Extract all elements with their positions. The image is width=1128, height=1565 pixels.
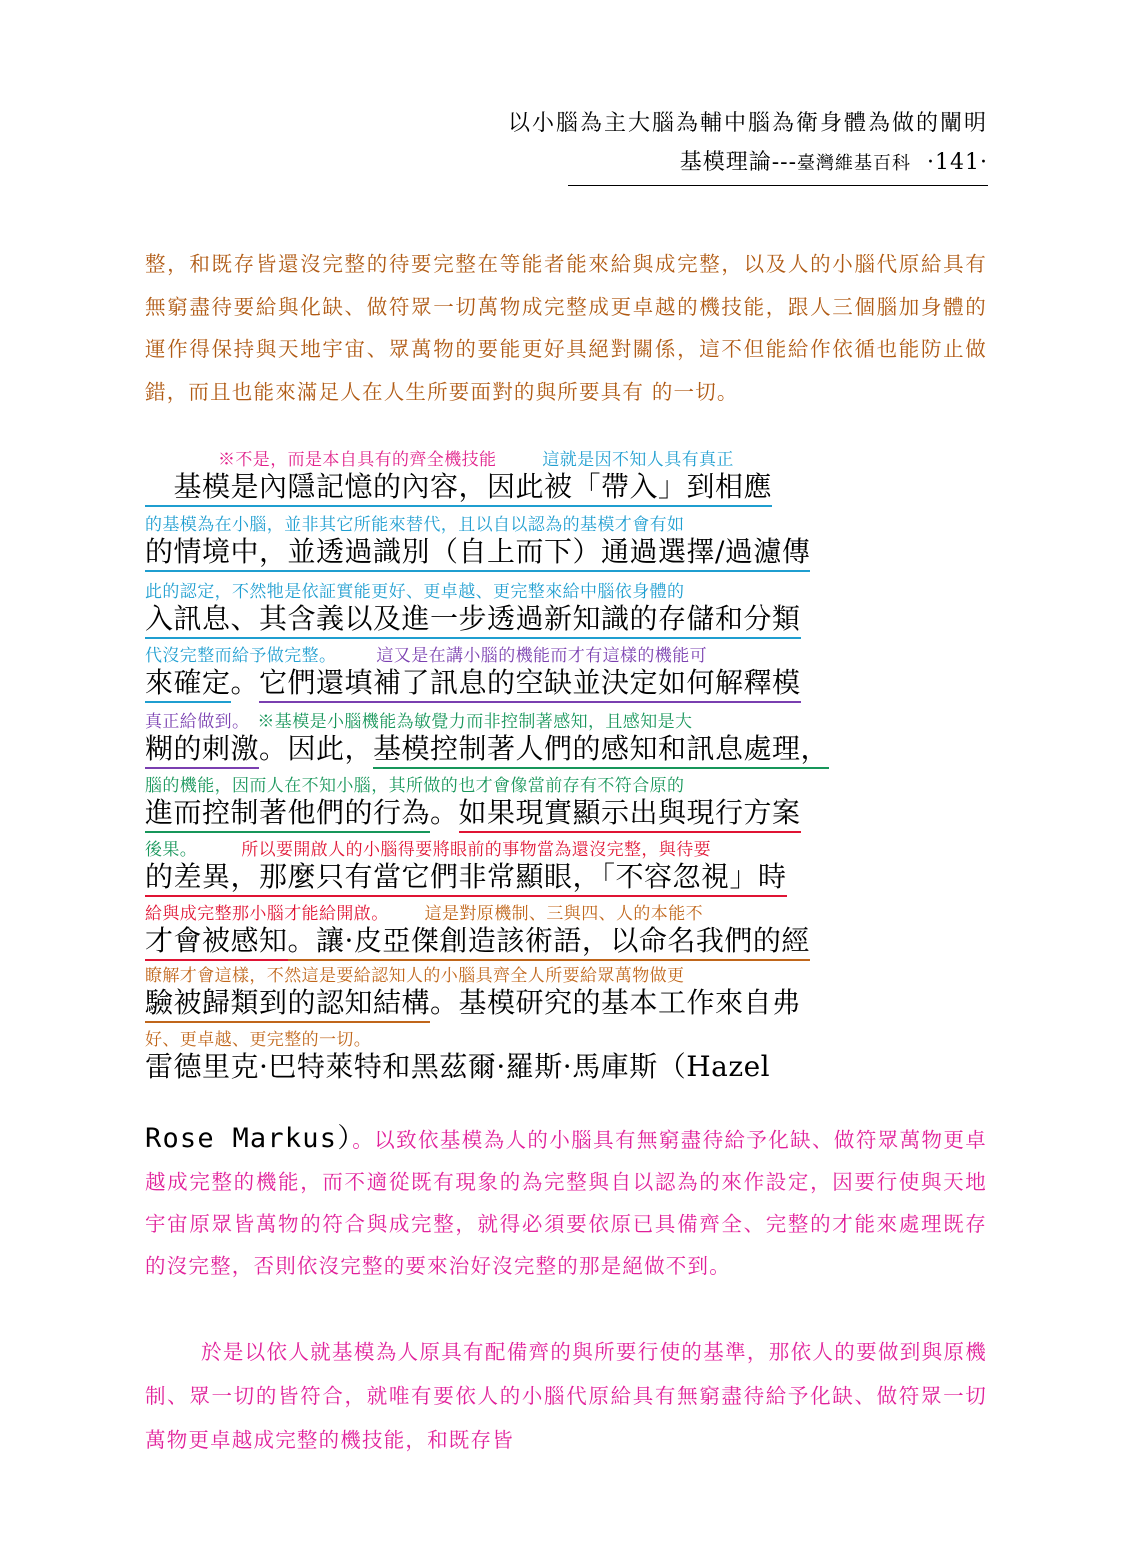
underlined-phrase: 進而控制著他們的行為 (145, 796, 430, 833)
annotation-text: 這就是因不知人具有真正 (542, 450, 734, 470)
annotation-line (145, 646, 987, 666)
main-text-line (145, 602, 987, 636)
annotation-text: 這又是在講小腦的機能而才有這樣的機能可 (376, 646, 708, 666)
underlined-phrase: 驗被歸類到的認知結構 (145, 986, 430, 1023)
underlined-phrase: 基模控制著人們的感知和訊息處理， (373, 732, 829, 769)
underlined-phrase: 糊的刺激 (145, 732, 259, 769)
annotated-row (145, 450, 987, 504)
annotation-line (145, 450, 987, 470)
underlined-phrase: 入訊息、其含義以及進一步透過新知識的存儲和分類 (145, 602, 801, 639)
chapter-subtitle (568, 144, 988, 186)
annotation-line (145, 904, 987, 924)
plain-phrase: 。因此， (259, 732, 374, 765)
annotation-line (145, 712, 987, 732)
annotated-row (145, 1030, 987, 1084)
annotated-row (145, 840, 987, 894)
underlined-phrase: 的差異，那麼只有當它們非常顯眼，「不容忽視」時 (145, 860, 787, 897)
underlined-phrase: 它們還填補了訊息的空缺並決定如何解釋模 (259, 666, 801, 703)
annotation-text: ※不是，而是本自具有的齊全機技能 (218, 450, 497, 470)
underlined-phrase: 才會被感知 (145, 924, 288, 961)
underlined-phrase: 來確定 (145, 666, 231, 703)
main-text-line (145, 666, 987, 700)
annotated-row (145, 515, 987, 569)
annotation-text: ※基模是小腦機能為敏覺力而非控制著感知，且感知是大 (257, 712, 693, 732)
annotated-row (145, 776, 987, 830)
annotation-text: 所以要開啟人的小腦得要將眼前的事物當為還沒完整，與待要 (241, 840, 712, 860)
paragraph-conclusion (145, 1118, 987, 1287)
main-text-line (145, 924, 987, 958)
underlined-phrase: 如果現實顯示出與現行方案 (459, 796, 801, 833)
main-text-line (145, 535, 987, 569)
annotation-text: 後果。 (145, 840, 198, 860)
annotation-line: 腦的機能，因而人在不知小腦，其所做的也才會像當前存有不符合原的 (145, 776, 685, 796)
main-text-line (145, 796, 987, 830)
source-site: 臺灣維基百科 (797, 153, 912, 174)
annotation-text: 真正給做到。 (145, 712, 250, 732)
main-text-line (145, 732, 987, 766)
chapter-name: 基模理論--- (679, 150, 798, 175)
name-continuation: Rose Markus） (145, 1123, 353, 1154)
paragraph-text: 。以致依基模為人的小腦具有無窮盡待給予化缺、做符眾萬物更卓越成完整的機能，而不適從既有現象的為完整與自以認為的來作設定，因要行使與天地宇宙原眾皆萬物的符合與成完整，就得必須要依原已具備齊全、完整的才能來處理既存的沒完整，否則依沒完整的要來治好沒完整的那是絕做不到。 (145, 1128, 987, 1278)
annotation-line: 此的認定，不然牠是依証實能更好、更卓越、更完整來給中腦依身體的 (145, 582, 685, 602)
book-title: 以小腦為主大腦為輔中腦為衛身體為做的闡明 (507, 111, 988, 136)
main-text-line (145, 860, 987, 894)
annotation-text: 代沒完整而給予做完整。 (145, 646, 337, 666)
paragraph-final: 於是以依人就基模為人原具有配備齊的與所要行使的基準，那依人的要做到與原機制、眾一切的皆符合，就唯有要依人的小腦代原給具有無窮盡待給予化缺、做符眾一切萬物更卓越成完整的機技能，和既存皆 (145, 1340, 987, 1452)
underlined-phrase: 。讓·皮亞傑創造該術語，以命名我們的經 (288, 924, 810, 961)
annotated-row (145, 904, 987, 958)
page-header (508, 104, 988, 186)
annotation-text: 給與成完整那小腦才能給開啟。 (145, 904, 389, 924)
annotated-row (145, 966, 987, 1020)
annotation-line (145, 840, 987, 860)
annotation-line: 的基模為在小腦，並非其它所能來替代，且以自以認為的基模才會有如 (145, 515, 685, 535)
underlined-phrase: 基模是內隱記憶的內容，因此被「帶入」到相應 (145, 470, 772, 507)
punctuation: 。 (430, 796, 459, 829)
page-number: ·141· (927, 150, 988, 175)
punctuation: 。 (230, 666, 260, 699)
annotated-row (145, 646, 987, 700)
plain-phrase: 。基模研究的基本工作來自弗 (430, 986, 801, 1019)
paragraph-intro: 整，和既存皆還沒完整的待要完整在等能者能來給與成完整，以及人的小腦代原給具有無窮盡待要給與化缺、做符眾一切萬物成完整成更卓越的機技能，跟人三個腦加身體的運作得保持與天地宇宙、眾萬物的要能更好具絕對關係，這不但能給作依循也能防止做錯，而且也能來滿足人在人生所要面對的與所要具有 的一切。 (145, 252, 987, 404)
annotated-row (145, 712, 987, 766)
main-text-line (145, 470, 987, 504)
annotation-line: 瞭解才會這樣，不然這是要給認知人的小腦具齊全人所要給眾萬物做更 (145, 966, 685, 986)
annotation-line: 好、更卓越、更完整的一切。 (145, 1030, 372, 1050)
annotation-text: 這是對原機制、三與四、人的本能不 (424, 904, 704, 924)
main-text-line: 雷德里克·巴特萊特和黑茲爾·羅斯·馬庫斯（Hazel (145, 1050, 771, 1083)
main-text-line (145, 986, 987, 1020)
underlined-phrase: 的情境中，並透過識別（自上而下）通過選擇/過濾傳 (145, 535, 810, 572)
annotated-row (145, 582, 987, 636)
